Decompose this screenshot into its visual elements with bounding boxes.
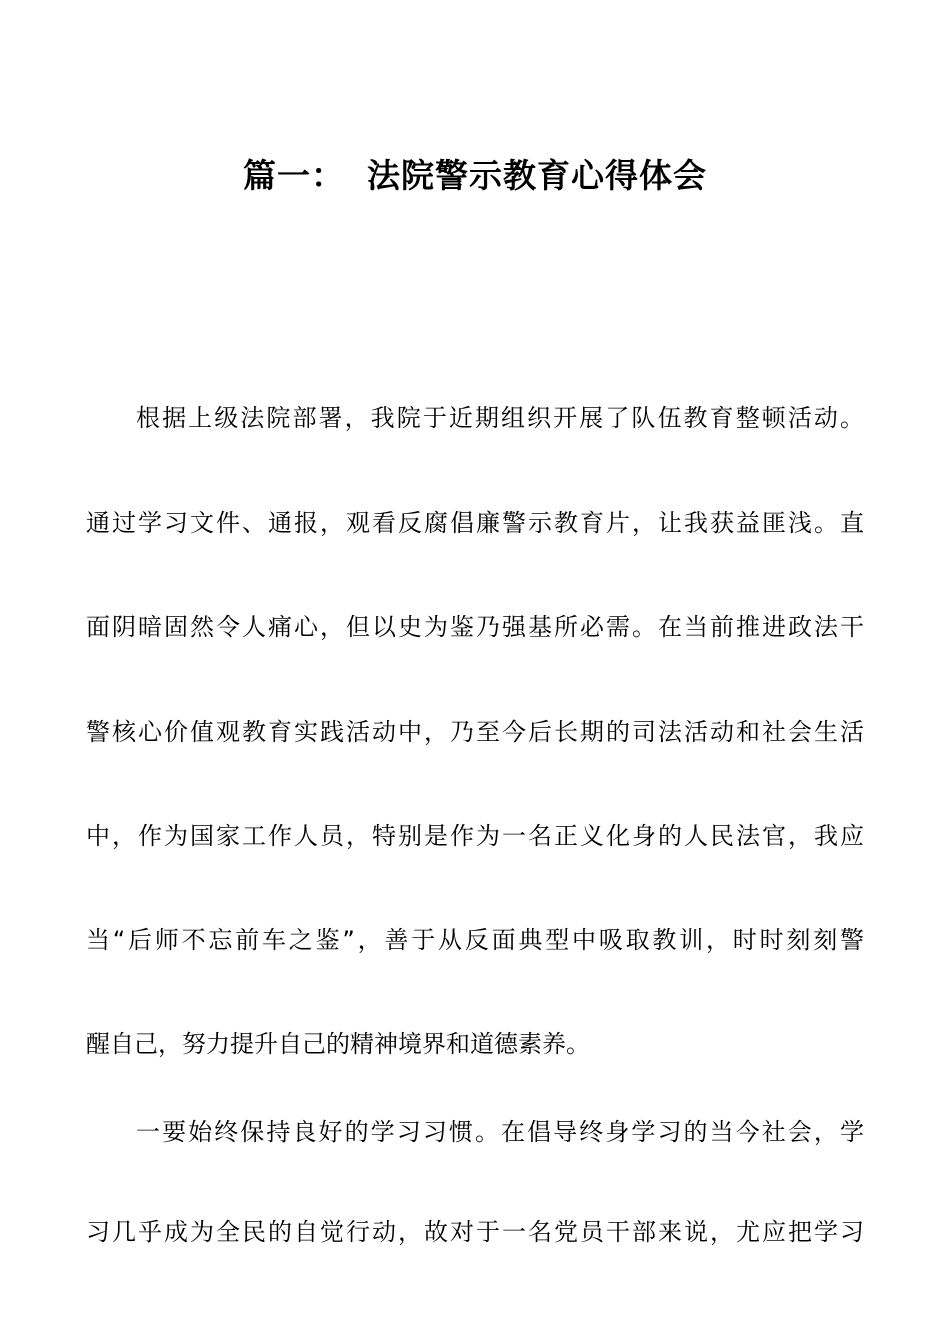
text-line: 面阴暗固然令人痛心，但以史为鉴乃强基所必需。在当前推进政法干 xyxy=(86,613,864,641)
text-line: 中，作为国家工作人员，特别是作为一名正义化身的人民法官，我应 xyxy=(86,822,864,850)
text-line: 习几乎成为全民的自觉行动，故对于一名党员干部来说，尤应把学习 xyxy=(86,1218,864,1246)
text-line: 醒自己，努力提升自己的精神境界和道德素养。 xyxy=(86,1030,590,1058)
text-line: 根据上级法院部署，我院于近期组织开展了队伍教育整顿活动。 xyxy=(136,404,864,432)
page-title xyxy=(0,148,950,204)
text-line: 通过学习文件、通报，观看反腐倡廉警示教育片，让我获益匪浅。直 xyxy=(86,509,864,537)
text-line: 一要始终保持良好的学习习惯。在倡导终身学习的当今社会，学 xyxy=(136,1118,864,1146)
text-line: 当“后师不忘前车之鉴”，善于从反面典型中吸取教训，时时刻刻警 xyxy=(86,926,864,954)
title-prefix: 篇一： xyxy=(243,156,345,195)
title-main: 法院警示教育心得体会 xyxy=(367,156,707,195)
text-line: 警核心价值观教育实践活动中，乃至今后长期的司法活动和社会生活 xyxy=(86,718,864,746)
